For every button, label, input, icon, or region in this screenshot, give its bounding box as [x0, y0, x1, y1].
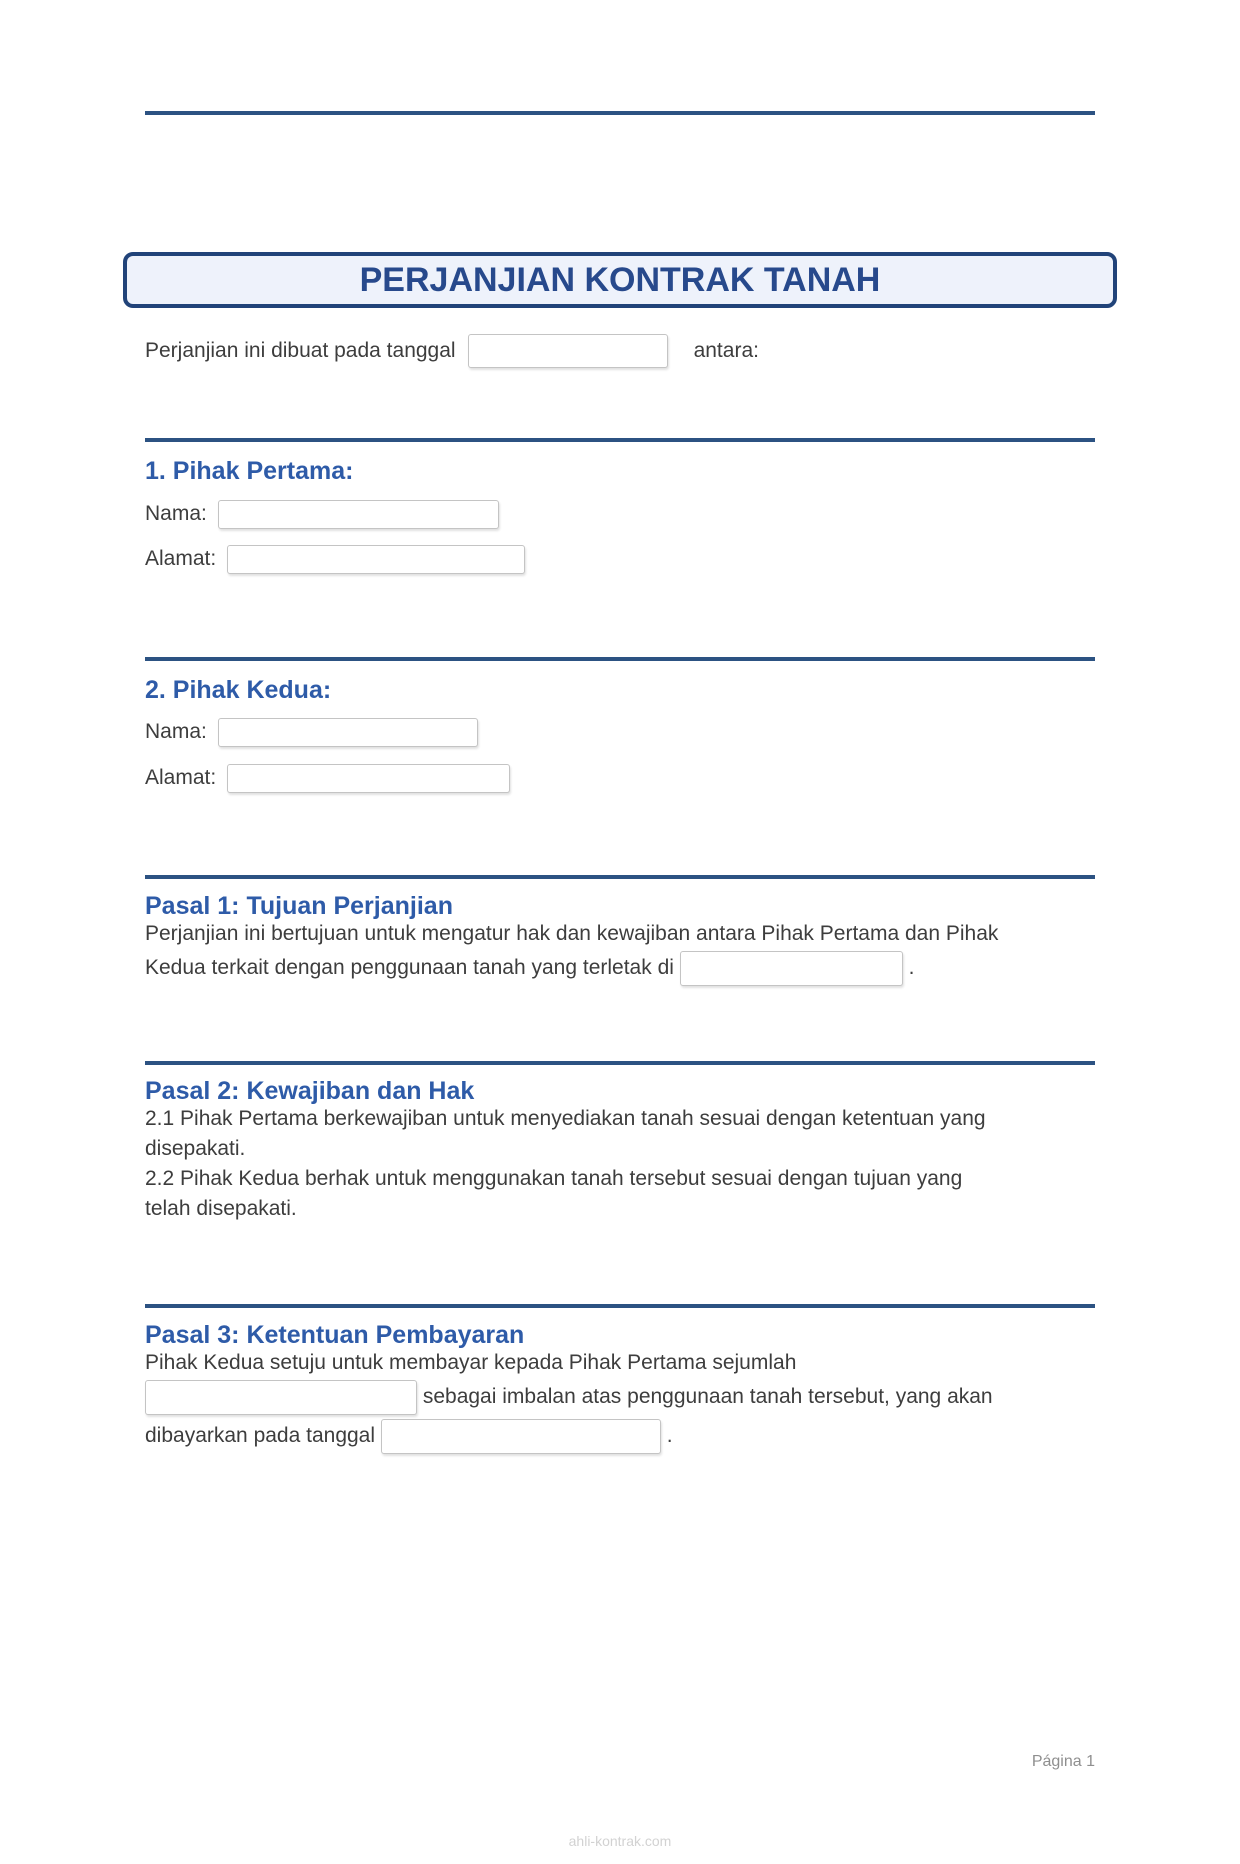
party1-nama-input[interactable]	[218, 500, 499, 529]
pasal1-location-input[interactable]	[680, 951, 903, 986]
pasal3-heading: Pasal 3: Ketentuan Pembayaran	[145, 1321, 525, 1349]
pasal3-paragraph	[145, 1348, 1095, 1456]
party2-nama-input[interactable]	[218, 718, 478, 747]
party1-heading: 1. Pihak Pertama:	[145, 457, 354, 485]
intro-text-before: Perjanjian ini dibuat pada tanggal	[145, 339, 456, 362]
party1-nama-label: Nama:	[145, 502, 207, 525]
pasal2-clause1	[145, 1104, 1095, 1164]
intro-date-input[interactable]	[468, 334, 668, 368]
party2-nama-label: Nama:	[145, 720, 207, 743]
top-divider	[145, 111, 1095, 115]
section-divider	[145, 438, 1095, 442]
section-divider	[145, 875, 1095, 879]
pasal3-text-line2: sebagai imbalan atas penggunaan tanah tersebut, yang akan	[422, 1385, 993, 1409]
pasal3-amount-input[interactable]	[145, 1380, 417, 1415]
intro-line	[145, 334, 1095, 368]
contract-document-page	[0, 111, 1240, 1456]
party1-alamat-input[interactable]	[227, 545, 525, 574]
pasal1-text-line1: Perjanjian ini bertujuan untuk mengatur hak dan kewajiban antara Pihak Pertama dan Pihak	[145, 922, 999, 945]
pasal2-clause1-line1: 2.1 Pihak Pertama berkewajiban untuk menyediakan tanah sesuai dengan ketentuan yang	[145, 1107, 986, 1130]
pasal2-clause2	[145, 1164, 1095, 1224]
pasal3-text-after-input: .	[666, 1424, 673, 1448]
watermark: ahli-kontrak.com	[568, 1833, 672, 1849]
party2-alamat-row	[145, 763, 1095, 793]
document-title: PERJANJIAN KONTRAK TANAH	[359, 260, 881, 299]
document-title-box	[123, 252, 1117, 308]
section-divider	[145, 1061, 1095, 1065]
pasal1-paragraph	[145, 919, 1095, 988]
pasal2-heading: Pasal 2: Kewajiban dan Hak	[145, 1077, 475, 1105]
pasal2-clause2-line2: telah disepakati.	[145, 1197, 297, 1220]
pasal1-text-after-input: .	[908, 956, 915, 980]
party2-heading: 2. Pihak Kedua:	[145, 676, 332, 704]
party2-alamat-input[interactable]	[227, 764, 510, 793]
pasal1-text-line2: Kedua terkait dengan penggunaan tanah yang terletak di	[145, 956, 674, 980]
pasal3-text-line1: Pihak Kedua setuju untuk membayar kepada Pihak Pertama sejumlah	[145, 1351, 797, 1374]
pasal3-date-input[interactable]	[381, 1419, 661, 1454]
pasal1-heading: Pasal 1: Tujuan Perjanjian	[145, 892, 453, 920]
party2-alamat-label: Alamat:	[145, 766, 217, 789]
party2-nama-row	[145, 717, 1095, 747]
section-divider	[145, 1304, 1095, 1308]
pasal2-clause2-line1: 2.2 Pihak Kedua berhak untuk menggunakan tanah tersebut sesuai dengan tujuan yang	[145, 1167, 963, 1190]
intro-text-after: antara:	[693, 339, 759, 362]
section-divider	[145, 657, 1095, 661]
party1-alamat-label: Alamat:	[145, 547, 217, 570]
page-number: Página 1	[1031, 1753, 1095, 1770]
party1-nama-row	[145, 499, 1095, 529]
pasal3-text-line3: dibayarkan pada tanggal	[145, 1424, 376, 1448]
party1-alamat-row	[145, 544, 1095, 574]
pasal2-clause1-line2: disepakati.	[145, 1137, 246, 1160]
